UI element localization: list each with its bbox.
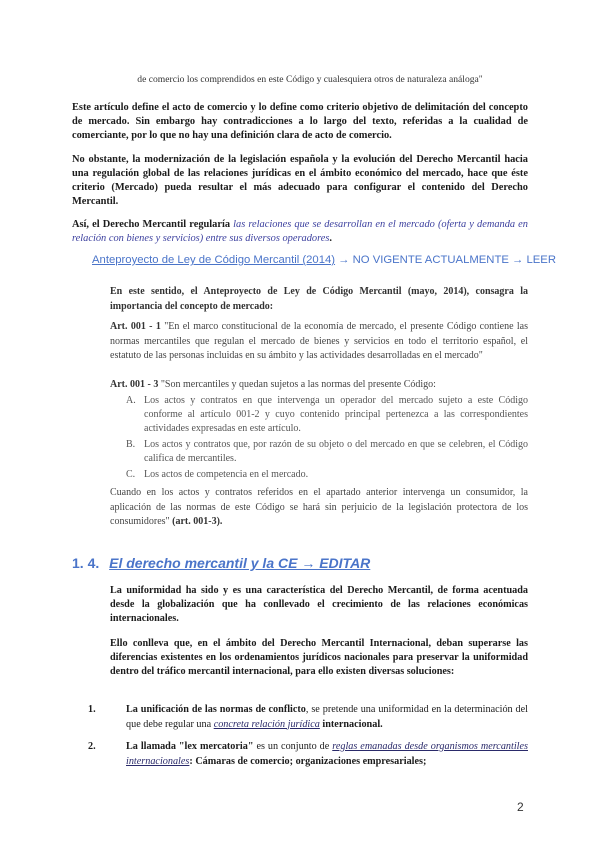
item-lead: La unificación de las normas de conflicto [126, 704, 306, 715]
paragraph-regulation [72, 218, 528, 246]
article-001-3-tail-text: Cuando en los actos y contratos referidos en el apartado anterior intervenga un consumidor, la aplicación de las normas de este Código se hará sin perjuicio de la legislación protectora de los consumidores" [110, 487, 528, 527]
article-001-3 [110, 378, 528, 393]
item-text [126, 703, 528, 732]
list-item [88, 703, 528, 732]
quote-continuation: de comercio los comprendidos en este Código y cualesquiera otros de naturaleza análoga" [137, 74, 483, 85]
list-item [126, 394, 528, 436]
paragraph-international: Ello conlleva que, en el ámbito del Derecho Mercantil Internacional, deban superarse las diferencias existentes en los ordenamientos jurídicos nacionales para preservar la uniformidad dentro del tráfico mercantil internacional, para ello existen diversas soluciones: [110, 638, 528, 677]
paragraph-modernization: No obstante, la modernización de la legislación española y la evolución del Derecho Mercantil hacia una regulación global de las relaciones jurídicas en el ámbito económico del mercado, hace que éste criterio (Mercado) pueda resultar el más adecuado para configurar el contenido del Derecho Mercantil. [72, 154, 528, 207]
list-marker: C. [126, 469, 136, 480]
section-number: 1. 4. [72, 555, 100, 571]
list-item [126, 438, 528, 466]
list-item [88, 740, 528, 769]
item-text [126, 740, 528, 769]
article-001-1 [110, 320, 528, 364]
article-001-1-text: "En el marco constitucional de la economía de mercado, el presente Código contiene las normas mercantiles que regulan el mercado de bienes y servicios en todo el territorio español, el estatuto de las personas incluidas en su ámbito y las actividades desarrolladas en el mercado" [110, 321, 529, 361]
list-marker: B. [126, 439, 136, 450]
page-number: 2 [517, 800, 524, 814]
item-mid: es un conjunto de [253, 741, 333, 752]
article-001-1-label: Art. 001 - 1 [110, 321, 161, 332]
paragraph-definition: Este artículo define el acto de comercio y lo define como criterio objetivo de delimitación del concepto de mercado. Sin embargo hay contradicciones a lo largo del texto, referidas a la cualidad de comerciante, por lo que no hay una definición clara de acto de comercio. [72, 102, 528, 141]
article-001-3-text: "Son mercantiles y quedan sujetos a las normas del presente Código: [158, 379, 436, 390]
item-mid: , se pretende una uniformidad en la determinación del que debe regular una [126, 704, 529, 730]
paragraph-uniformity: La uniformidad ha sido y es una característica del Derecho Mercantil, de forma acentuada desde la globalización que ha conllevado el crecimiento de las relaciones económicas internacionales. [110, 585, 528, 624]
item-number: 1. [88, 704, 96, 715]
item-number: 2. [88, 741, 96, 752]
article-001-3-label: Art. 001 - 3 [110, 379, 159, 390]
regulation-bold: Así, el Derecho Mercantil regularía [72, 219, 234, 230]
item-lead: La llamada "lex mercatoria" [126, 741, 254, 752]
list-text: Los actos y contratos que, por razón de su objeto o del mercado en que se celebren, el Código califica de mercantiles. [144, 439, 528, 464]
section-title-link[interactable]: El derecho mercantil y la CE → EDITAR [109, 555, 371, 571]
anteproyecto-intro: En este sentido, el Anteproyecto de Ley de Código Mercantil (mayo, 2014), consagra la importancia del concepto de mercado: [110, 286, 528, 312]
list-item [126, 468, 528, 482]
regulation-end: . [329, 233, 333, 244]
article-001-3-ref: (art. 001-3). [172, 516, 223, 527]
item-link[interactable]: concreta relación jurídica [213, 718, 320, 730]
section-heading-1-4[interactable] [72, 555, 370, 571]
regulation-italic: las relaciones que se desarrollan en el mercado (oferta y demanda en relación con bienes y servicios) entre sus diversos operadores [72, 219, 528, 244]
article-001-3-tail [110, 486, 528, 530]
list-text: Los actos de competencia en el mercado. [144, 469, 309, 480]
item-tail: : Cámaras de comercio; organizaciones empresariales; [189, 755, 427, 767]
anteproyecto-link[interactable]: Anteproyecto de Ley de Código Mercantil (2014) [92, 254, 336, 266]
anteproyecto-link-heading[interactable] [92, 254, 556, 266]
item-tail: internacional. [319, 718, 383, 730]
list-marker: A. [126, 395, 136, 406]
solutions-list [88, 703, 528, 769]
item-link[interactable]: reglas emanadas desde organismos mercantiles internacionales [126, 741, 528, 767]
article-001-3-list [126, 394, 528, 484]
anteproyecto-status: → NO VIGENTE ACTUALMENTE → LEER [335, 254, 556, 266]
list-text: Los actos y contratos en que intervenga un operador del mercado sujeto a este Código conforme al artículo 001-2 y cuyo contenido principal pertenezca a las correspondientes actividades expresadas en este artículo. [144, 395, 528, 434]
